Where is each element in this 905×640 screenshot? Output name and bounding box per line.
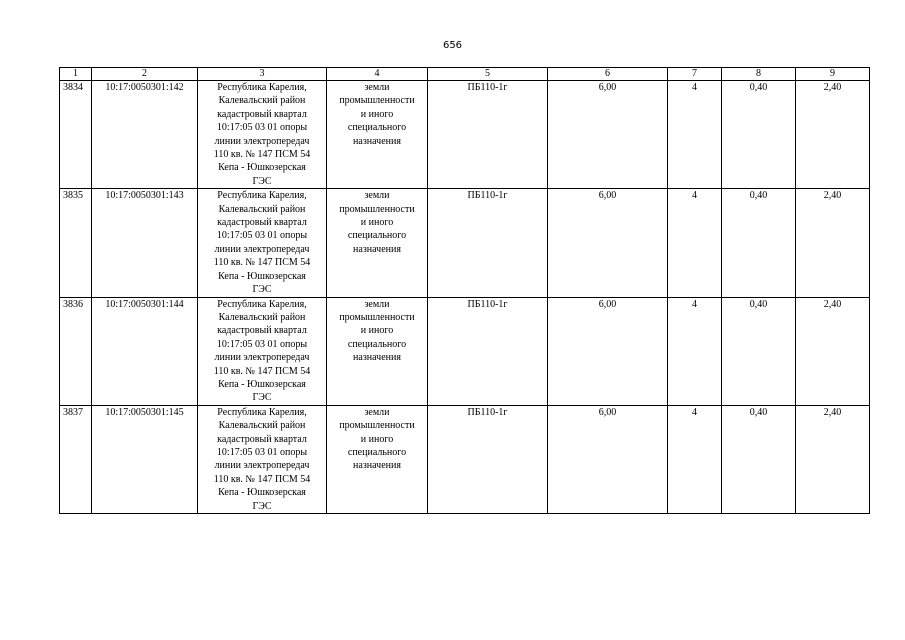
location-line: Республика Карелия,	[217, 190, 307, 202]
value-col7: 4	[668, 81, 722, 189]
value-col6: 6,00	[548, 81, 668, 189]
cadastral-number: 10:17:0050301:142	[92, 81, 198, 189]
location-line: ГЭС	[252, 500, 272, 512]
column-header: 5	[428, 68, 548, 81]
location-line: 110 кв. № 147 ПСМ 54	[213, 365, 311, 377]
category-line: промышленности	[339, 311, 415, 323]
location-line: 110 кв. № 147 ПСМ 54	[213, 149, 311, 161]
table-row	[60, 81, 870, 189]
category-line: специального	[347, 338, 407, 350]
location-cell	[198, 189, 327, 297]
category-line: земли	[364, 190, 390, 202]
category-line: и иного	[360, 433, 394, 445]
location-cell	[198, 297, 327, 405]
category-line: земли	[364, 406, 390, 418]
location-cell	[198, 81, 327, 189]
value-col9: 2,40	[796, 81, 870, 189]
land-category-cell	[327, 81, 428, 189]
category-line: назначения	[353, 460, 401, 472]
column-header: 7	[668, 68, 722, 81]
location-line: ГЭС	[252, 392, 272, 404]
cadastral-number: 10:17:0050301:145	[92, 405, 198, 513]
location-line: ГЭС	[252, 284, 272, 296]
category-line: промышленности	[339, 203, 415, 215]
category-line: специального	[347, 446, 407, 458]
category-line: назначения	[353, 135, 401, 147]
location-line: Республика Карелия,	[217, 298, 307, 310]
location-line: Кепа - Юшкозерская	[218, 487, 306, 499]
location-line: 10:17:05 03 01 опоры	[216, 122, 308, 134]
column-header: 2	[92, 68, 198, 81]
location-line: кадастровый квартал	[217, 108, 307, 120]
row-number: 3837	[60, 405, 92, 513]
row-number: 3834	[60, 81, 92, 189]
table-row	[60, 405, 870, 513]
location-line: линии электропередач	[214, 243, 310, 255]
table-row	[60, 297, 870, 405]
location-line: линии электропередач	[214, 460, 310, 472]
location-line: Калевальский район	[218, 203, 306, 215]
value-col8: 0,40	[722, 81, 796, 189]
land-category-cell	[327, 405, 428, 513]
value-col9: 2,40	[796, 189, 870, 297]
location-line: Республика Карелия,	[217, 406, 307, 418]
location-line: кадастровый квартал	[217, 325, 307, 337]
location-line: 10:17:05 03 01 опоры	[216, 230, 308, 242]
value-col9: 2,40	[796, 405, 870, 513]
category-line: земли	[364, 298, 390, 310]
column-header: 4	[327, 68, 428, 81]
category-line: земли	[364, 82, 390, 93]
value-col7: 4	[668, 405, 722, 513]
support-type: ПБ110-1г	[428, 81, 548, 189]
land-plot-table	[59, 67, 870, 514]
table-row	[60, 189, 870, 297]
value-col6: 6,00	[548, 189, 668, 297]
location-line: линии электропередач	[214, 352, 310, 364]
location-line: Республика Карелия,	[217, 82, 307, 93]
value-col6: 6,00	[548, 297, 668, 405]
location-line: кадастровый квартал	[217, 433, 307, 445]
column-header: 1	[60, 68, 92, 81]
location-line: 10:17:05 03 01 опоры	[216, 338, 308, 350]
location-line: Кепа - Юшкозерская	[218, 378, 306, 390]
category-line: и иного	[360, 325, 394, 337]
category-line: промышленности	[339, 95, 415, 107]
column-header: 9	[796, 68, 870, 81]
cadastral-number: 10:17:0050301:143	[92, 189, 198, 297]
category-line: специального	[347, 122, 407, 134]
location-line: Калевальский район	[218, 420, 306, 432]
location-cell	[198, 405, 327, 513]
column-header: 8	[722, 68, 796, 81]
support-type: ПБ110-1г	[428, 189, 548, 297]
value-col7: 4	[668, 189, 722, 297]
category-line: назначения	[353, 352, 401, 364]
category-line: назначения	[353, 243, 401, 255]
row-number: 3835	[60, 189, 92, 297]
support-type: ПБ110-1г	[428, 297, 548, 405]
value-col7: 4	[668, 297, 722, 405]
row-number: 3836	[60, 297, 92, 405]
category-line: специального	[347, 230, 407, 242]
location-line: ГЭС	[252, 175, 272, 187]
support-type: ПБ110-1г	[428, 405, 548, 513]
value-col6: 6,00	[548, 405, 668, 513]
category-line: и иного	[360, 108, 394, 120]
value-col9: 2,40	[796, 297, 870, 405]
location-line: 110 кв. № 147 ПСМ 54	[213, 473, 311, 485]
land-category-cell	[327, 189, 428, 297]
location-line: Калевальский район	[218, 311, 306, 323]
column-header: 6	[548, 68, 668, 81]
land-category-cell	[327, 297, 428, 405]
location-line: 110 кв. № 147 ПСМ 54	[213, 257, 311, 269]
category-line: и иного	[360, 217, 394, 229]
location-line: 10:17:05 03 01 опоры	[216, 446, 308, 458]
value-col8: 0,40	[722, 189, 796, 297]
location-line: Кепа - Юшкозерская	[218, 162, 306, 174]
column-header: 3	[198, 68, 327, 81]
location-line: кадастровый квартал	[217, 217, 307, 229]
category-line: промышленности	[339, 420, 415, 432]
value-col8: 0,40	[722, 297, 796, 405]
cadastral-number: 10:17:0050301:144	[92, 297, 198, 405]
header-row	[60, 68, 870, 81]
location-line: Кепа - Юшкозерская	[218, 270, 306, 282]
value-col8: 0,40	[722, 405, 796, 513]
page-number: 656	[442, 40, 463, 51]
location-line: линии электропередач	[214, 135, 310, 147]
location-line: Калевальский район	[218, 95, 306, 107]
